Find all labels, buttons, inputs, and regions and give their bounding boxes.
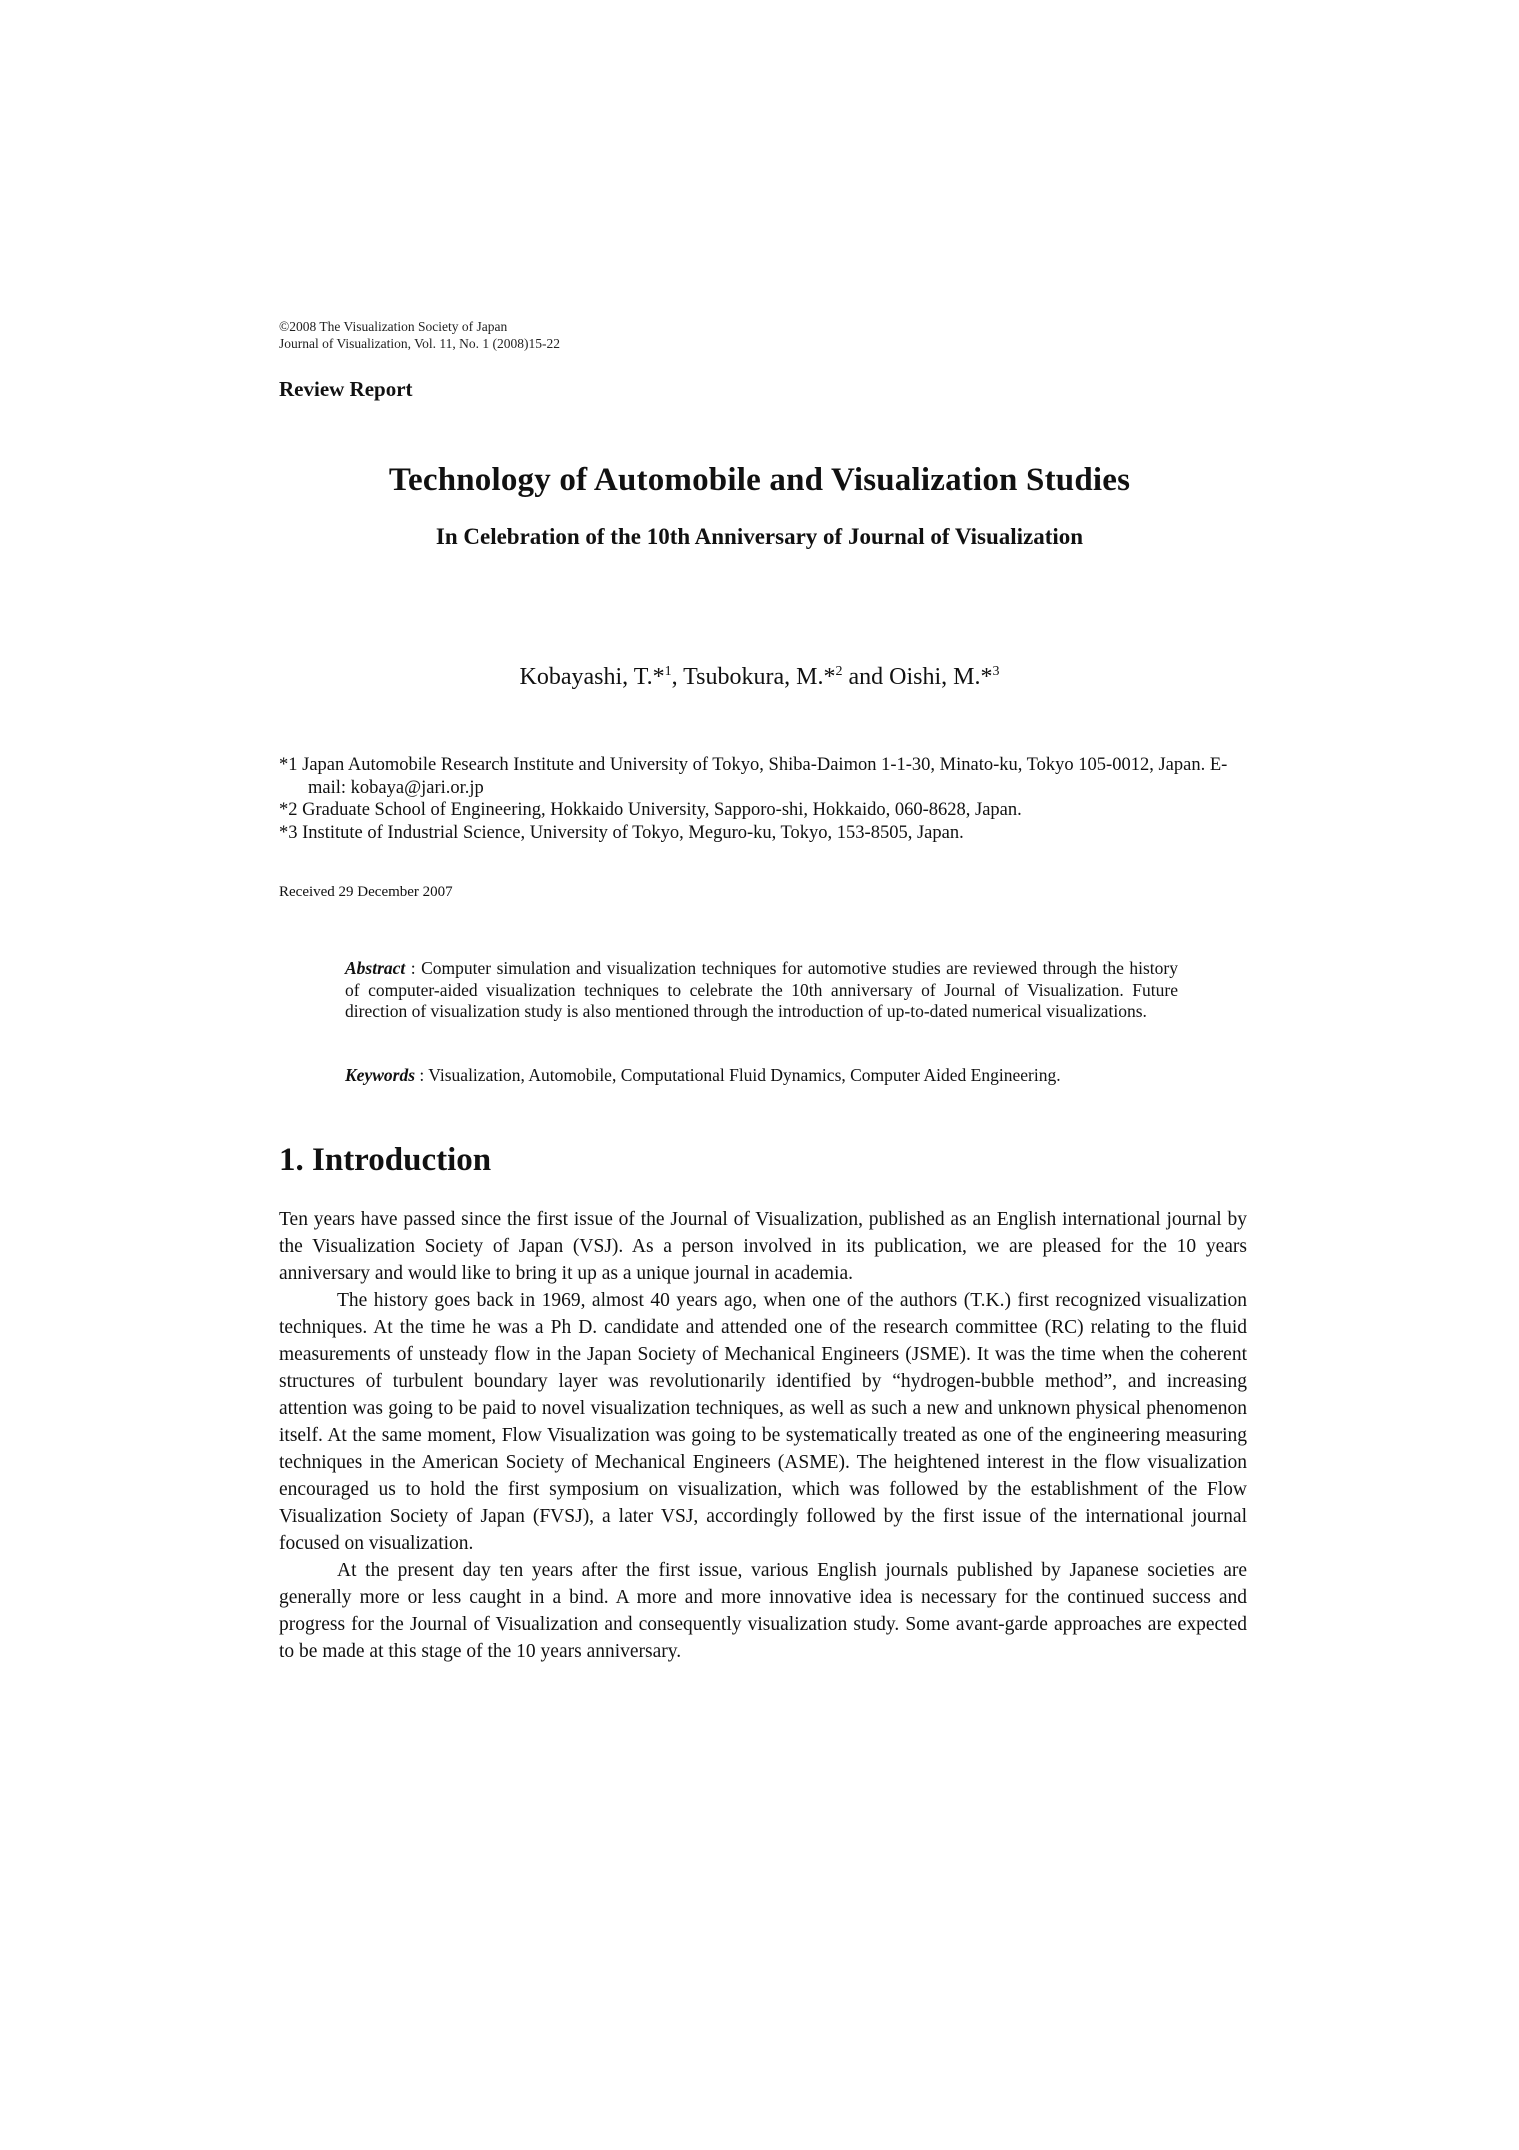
author-name: Tsubokura, M.* (683, 664, 836, 690)
affiliation-list (279, 754, 1247, 844)
journal-masthead (279, 318, 560, 352)
author-affiliation-mark: 3 (992, 664, 1000, 679)
author-affiliation-mark: 2 (835, 664, 843, 679)
author-list (0, 664, 1519, 691)
body-paragraph: Ten years have passed since the first issue of the Journal of Visualization, published as an English international journal by the Visualization Society of Japan (VSJ). As a person involved in its publication, we are pleased for the 10 years anniversary and would like to bring it up as a unique journal in academia. (279, 1209, 1247, 1284)
affiliation-item: *1 Japan Automobile Research Institute and University of Tokyo, Shiba-Daimon 1-1-30, Minato-ku, Tokyo 105-0012, Japan. E-mail: kobaya@jari.or.jp (279, 755, 1228, 798)
received-date: Received 29 December 2007 (279, 884, 453, 900)
keywords-text: Visualization, Automobile, Computational Fluid Dynamics, Computer Aided Engineering. (428, 1065, 1061, 1085)
body-paragraph: At the present day ten years after the first issue, various English journals published by Japanese societies are generally more or less caught in a bind. A more and more innovative idea is necessary for the continued success and progress for the Journal of Visualization and consequently visualization study. Some avant-garde approaches are expected to be made at this stage of the 10 years anniversary. (279, 1560, 1247, 1662)
keywords-separator: : (415, 1065, 429, 1085)
section-heading-introduction: 1. Introduction (279, 1142, 492, 1178)
abstract-separator: : (405, 958, 422, 978)
affiliation-item: *2 Graduate School of Engineering, Hokkaido University, Sapporo-shi, Hokkaido, 060-8628, Japan. (279, 800, 1022, 820)
paper-subtitle: In Celebration of the 10th Anniversary of Journal of Visualization (435, 524, 1084, 549)
author-name: Kobayashi, T.* (519, 664, 665, 690)
abstract (345, 958, 1178, 1023)
author-separator: , (671, 664, 684, 690)
author-separator: and (842, 664, 890, 690)
journal-reference: Journal of Visualization, Vol. 11, No. 1 (2008)15-22 (279, 336, 561, 351)
author-name: Oishi, M.* (889, 664, 993, 690)
affiliation-item: *3 Institute of Industrial Science, University of Tokyo, Meguro-ku, Tokyo, 153-8505, Japan. (279, 822, 964, 843)
author-affiliation-mark: 1 (664, 664, 672, 679)
keywords (345, 1065, 1178, 1087)
abstract-text: Computer simulation and visualization techniques for automotive studies are reviewed through the history of computer-aided visualization techniques to celebrate the 10th anniversary of Journal of Visualization. Future direction of visualization study is also mentioned through the introduction of up-to-dated numerical visualizations. (345, 958, 1178, 1021)
keywords-label: Keywords (345, 1065, 415, 1085)
introduction-body (279, 1206, 1247, 1665)
body-paragraph: The history goes back in 1969, almost 40 years ago, when one of the authors (T.K.) first recognized visualization techniques. At the time he was a Ph D. candidate and attended one of the research committee (RC) relating to the fluid measurements of unsteady flow in the Japan Society of Mechanical Engineers (JSME). It was the time when the coherent structures of turbulent boundary layer was revolutionarily identified by “hydrogen-bubble method”, and increasing attention was going to be paid to novel visualization techniques, as well as such a new and unknown physical phenomenon itself. At the same moment, Flow Visualization was going to be systematically treated as one of the engineering measuring techniques in the American Society of Mechanical Engineers (ASME). The heightened interest in the flow visualization encouraged us to hold the first symposium on visualization, which was followed by the establishment of the Flow Visualization Society of Japan (FVSJ), a later VSJ, accordingly followed by the first issue of the international journal focused on visualization. (279, 1290, 1247, 1554)
article-type-label: Review Report (279, 377, 413, 401)
abstract-label: Abstract (345, 958, 406, 978)
paper-title: Technology of Automobile and Visualization Studies (388, 462, 1131, 498)
copyright-line: ©2008 The Visualization Society of Japan (279, 319, 508, 334)
